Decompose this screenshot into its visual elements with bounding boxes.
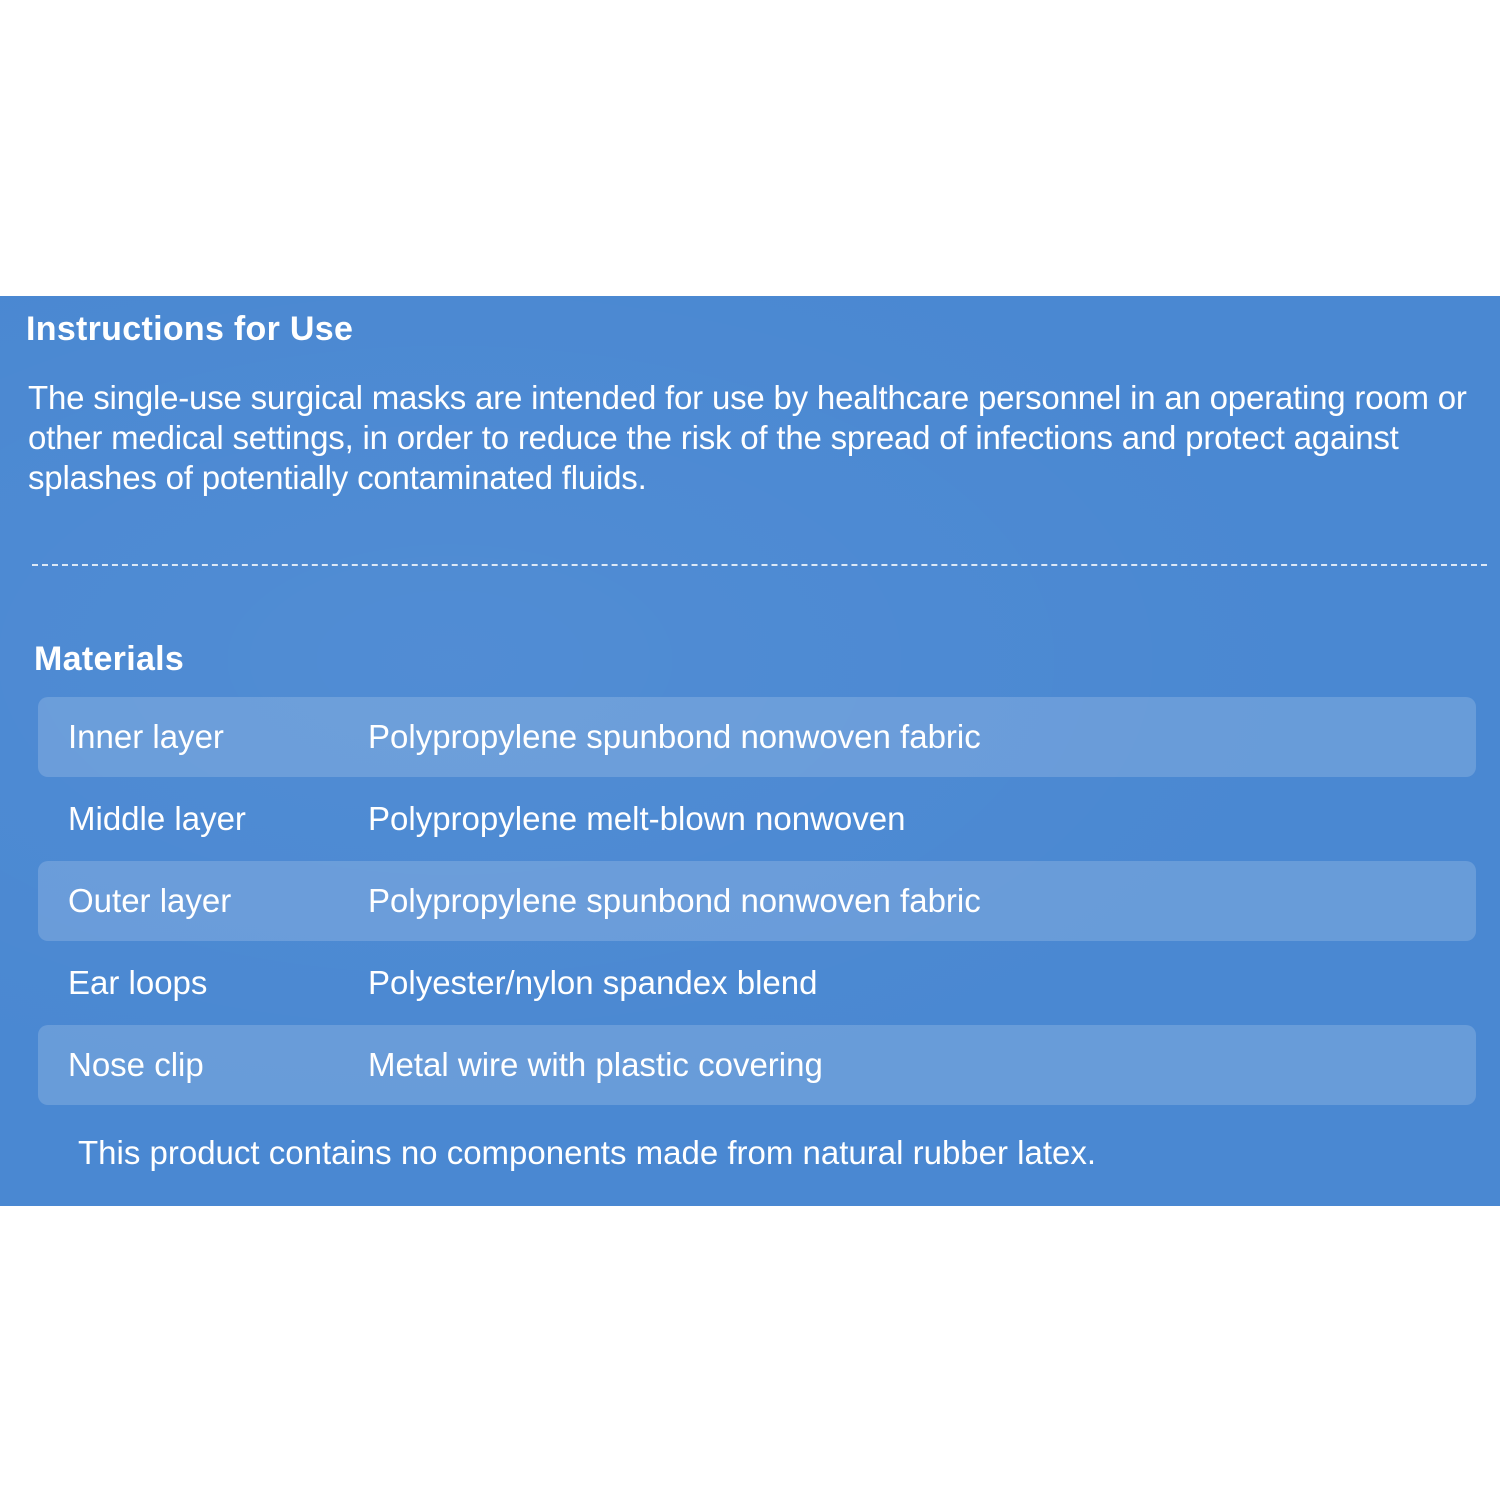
material-label: Ear loops [68, 964, 208, 1001]
material-row-ear-loops [38, 943, 1476, 1023]
material-value: Polypropylene spunbond nonwoven fabric [368, 882, 981, 919]
instructions-panel [0, 296, 1500, 1206]
material-row-inner-layer [38, 697, 1476, 777]
materials-table [38, 697, 1476, 1107]
material-row-outer-layer [38, 861, 1476, 941]
material-value: Polypropylene melt-blown nonwoven [368, 800, 906, 837]
material-label: Nose clip [68, 1046, 204, 1083]
material-label: Outer layer [68, 882, 232, 919]
instructions-heading: Instructions for Use [26, 310, 354, 348]
material-label: Inner layer [68, 718, 224, 755]
material-row-nose-clip [38, 1025, 1476, 1105]
instructions-paragraph: The single-use surgical masks are intended for use by healthcare personnel in an operating room or other medical settings, in order to reduce the risk of the spread of infections and protect against splashes of potentially contaminated fluids. [28, 379, 1467, 496]
material-value: Polyester/nylon spandex blend [368, 964, 818, 1001]
material-value: Polypropylene spunbond nonwoven fabric [368, 718, 981, 755]
material-row-middle-layer [38, 779, 1476, 859]
material-value: Metal wire with plastic covering [368, 1046, 823, 1083]
materials-heading: Materials [34, 640, 185, 678]
latex-footnote: This product contains no components made from natural rubber latex. [78, 1134, 1097, 1171]
material-label: Middle layer [68, 800, 246, 837]
dashed-divider [32, 564, 1487, 566]
